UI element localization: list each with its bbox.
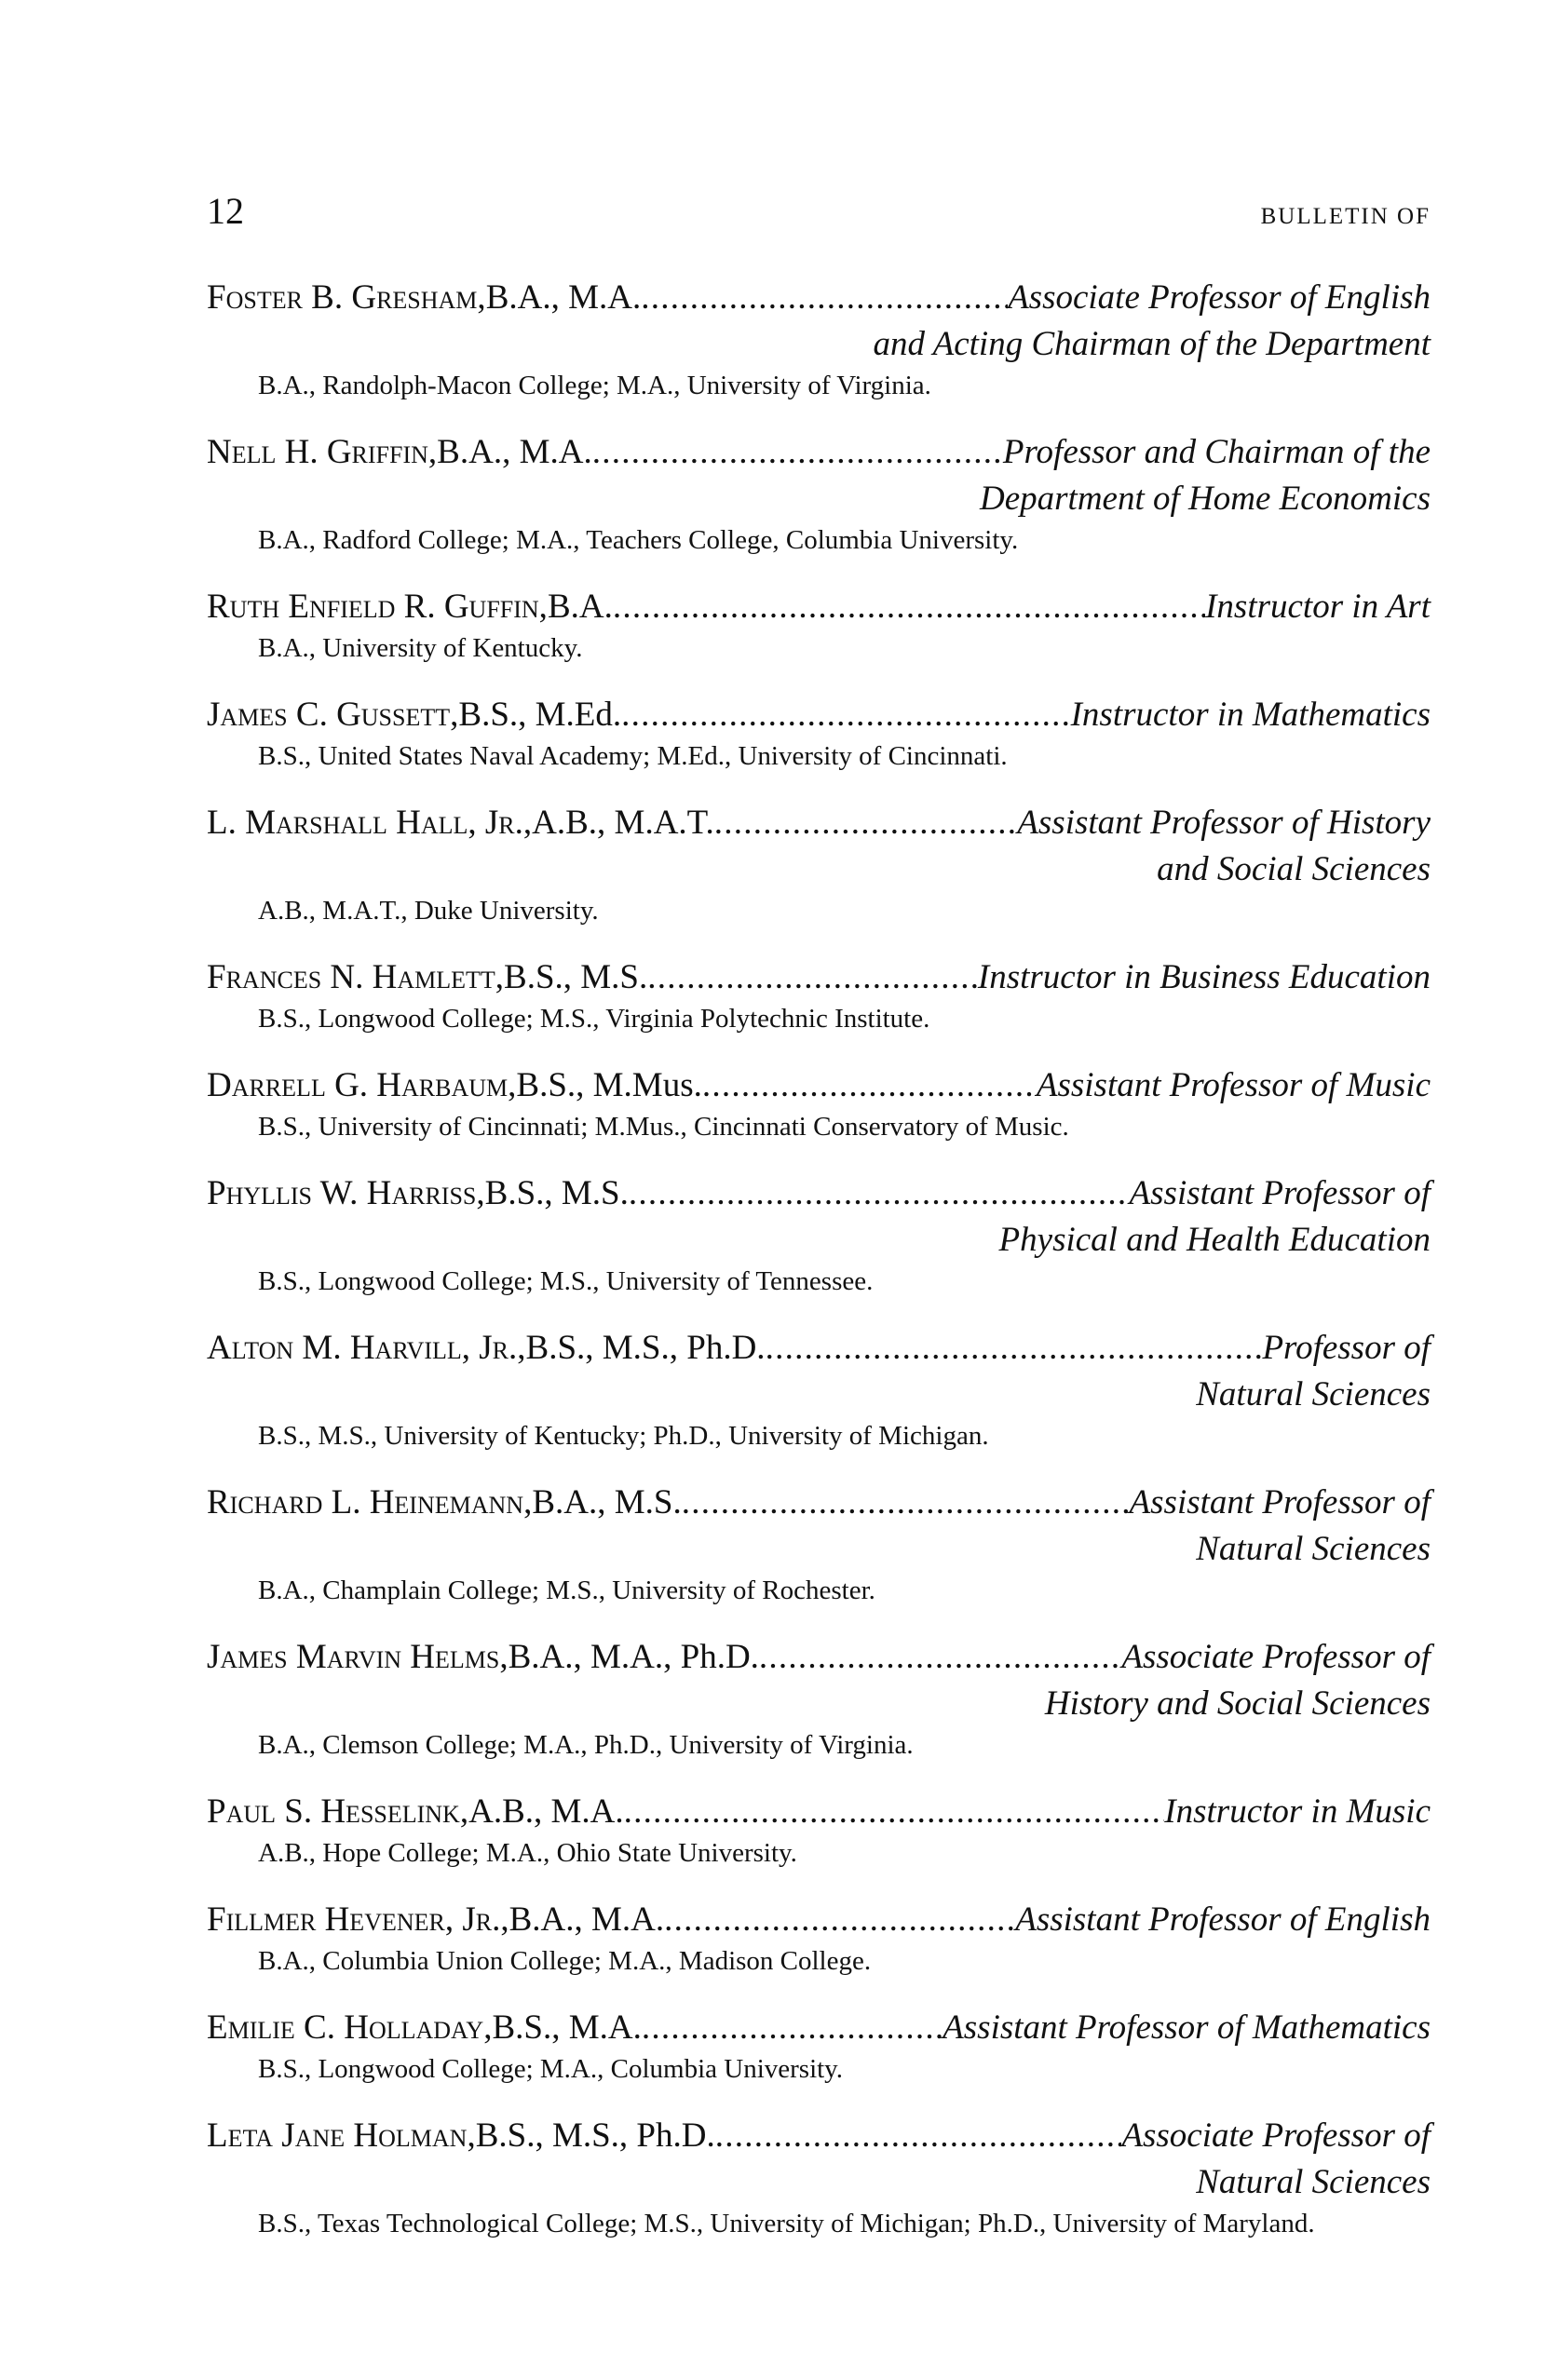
- faculty-title-continued: History and Social Sciences: [1044, 1684, 1431, 1723]
- page-header: [207, 189, 1431, 233]
- faculty-education: A.B., Hope College; M.A., Ohio State University.: [258, 1838, 797, 1868]
- faculty-degrees: B.S., M.A.: [492, 2008, 642, 2047]
- faculty-education: B.A., Champlain College; M.S., University of Rochester.: [258, 1575, 875, 1605]
- faculty-education: A.B., M.A.T., Duke University.: [258, 896, 599, 926]
- faculty-title-continued: Natural Sciences: [1196, 1530, 1431, 1568]
- faculty-name: Fillmer Hevener, Jr.,: [207, 1900, 509, 1939]
- dot-leader: [642, 2005, 943, 2051]
- dot-leader: [715, 2113, 1122, 2159]
- faculty-degrees: A.B., M.A.T.: [532, 804, 714, 842]
- faculty-title: Assistant Professor of Music: [1036, 1066, 1431, 1104]
- dot-leader: [759, 1634, 1121, 1681]
- faculty-name: Emilie C. Holladay,: [207, 2008, 493, 2047]
- dot-leader: [641, 275, 1008, 321]
- faculty-name: L. Marshall Hall, Jr.,: [207, 804, 533, 842]
- dot-leader: [624, 1789, 1165, 1835]
- faculty-education: B.A., Columbia Union College; M.A., Madison College.: [258, 1946, 872, 1976]
- faculty-entry: [207, 2005, 1431, 2087]
- faculty-education: B.A., University of Kentucky.: [258, 633, 583, 663]
- dot-leader: [629, 1170, 1130, 1217]
- faculty-name: Ruth Enfield R. Guffin,: [207, 588, 548, 626]
- dot-leader: [647, 954, 978, 1001]
- faculty-title: Assistant Professor of Mathematics: [943, 2008, 1431, 2047]
- faculty-name: Darrell G. Harbaum,: [207, 1066, 517, 1104]
- faculty-name: Alton M. Harvill, Jr.,: [207, 1329, 526, 1367]
- faculty-title-continued: and Social Sciences: [1157, 850, 1431, 888]
- faculty-degrees: B.S., M.S., Ph.D.: [525, 1329, 766, 1367]
- faculty-name: Phyllis W. Harriss,: [207, 1174, 485, 1212]
- faculty-name: Nell H. Griffin,: [207, 433, 438, 471]
- faculty-degrees: B.S., M.S.: [484, 1174, 629, 1212]
- faculty-education: B.S., Longwood College; M.S., University of Tennessee.: [258, 1266, 874, 1296]
- faculty-title: Instructor in Music: [1164, 1792, 1431, 1831]
- faculty-title: Assistant Professor of History: [1017, 804, 1431, 842]
- faculty-entry: [207, 429, 1431, 558]
- faculty-title: Associate Professor of: [1121, 1638, 1431, 1676]
- faculty-degrees: B.A., M.A.: [509, 1900, 665, 1939]
- running-head: BULLETIN OF: [1260, 204, 1431, 229]
- faculty-degrees: B.S., M.S., Ph.D.: [475, 2116, 715, 2155]
- faculty-education: B.S., University of Cincinnati; M.Mus., Cincinnati Conservatory of Music.: [258, 1112, 1069, 1142]
- entry-heading: [207, 1634, 1431, 1681]
- faculty-education: B.A., Clemson College; M.A., Ph.D., University of Virginia.: [258, 1730, 914, 1760]
- faculty-degrees: A.B., M.A.: [468, 1792, 624, 1831]
- faculty-name: Richard L. Heinemann,: [207, 1483, 533, 1521]
- faculty-education: B.S., United States Naval Academy; M.Ed., University of Cincinnati.: [258, 741, 1008, 771]
- dot-leader: [682, 1480, 1130, 1526]
- faculty-name: James C. Gussett,: [207, 696, 459, 734]
- faculty-title: Instructor in Mathematics: [1070, 696, 1431, 734]
- faculty-title: Professor and Chairman of the: [1002, 433, 1431, 471]
- entry-heading: [207, 692, 1431, 738]
- faculty-entry: [207, 275, 1431, 403]
- faculty-degrees: B.S., M.Mus.: [516, 1066, 702, 1104]
- entry-heading: [207, 584, 1431, 630]
- entry-heading: [207, 429, 1431, 476]
- faculty-degrees: B.S., M.S.: [504, 958, 648, 996]
- dot-leader: [621, 692, 1070, 738]
- faculty-name: Frances N. Hamlett,: [207, 958, 505, 996]
- faculty-title: Associate Professor of: [1121, 2116, 1431, 2155]
- dot-leader: [766, 1325, 1263, 1372]
- faculty-title: Instructor in Art: [1205, 588, 1431, 626]
- faculty-name: Leta Jane Holman,: [207, 2116, 476, 2155]
- faculty-title: Assistant Professor of English: [1015, 1900, 1431, 1939]
- dot-leader: [592, 429, 1003, 476]
- faculty-title-continued: Physical and Health Education: [998, 1221, 1431, 1259]
- faculty-name: Paul S. Hesselink,: [207, 1792, 469, 1831]
- faculty-title: Associate Professor of English: [1008, 278, 1431, 317]
- faculty-entry: [207, 1634, 1431, 1763]
- faculty-name: Foster B. Gresham,: [207, 278, 486, 317]
- faculty-education: B.S., Longwood College; M.A., Columbia University.: [258, 2054, 844, 2084]
- faculty-education: B.A., Radford College; M.A., Teachers College, Columbia University.: [258, 525, 1019, 555]
- faculty-entry: [207, 800, 1431, 928]
- faculty-degrees: B.A., M.S.: [532, 1483, 682, 1521]
- faculty-title-continued: and Acting Chairman of the Department: [873, 325, 1431, 363]
- faculty-title: Professor of: [1262, 1329, 1431, 1367]
- entry-heading: [207, 954, 1431, 1001]
- faculty-degrees: B.S., M.Ed.: [458, 696, 622, 734]
- faculty-title-continued: Natural Sciences: [1196, 1375, 1431, 1413]
- faculty-entry: [207, 1789, 1431, 1871]
- faculty-education: B.A., Randolph-Macon College; M.A., University of Virginia.: [258, 371, 931, 400]
- faculty-entry: [207, 692, 1431, 774]
- faculty-entry: [207, 1325, 1431, 1454]
- entry-heading: [207, 1062, 1431, 1109]
- faculty-degrees: B.A., M.A.: [437, 433, 592, 471]
- entry-heading: [207, 1325, 1431, 1372]
- faculty-degrees: B.A., M.A., Ph.D.: [508, 1638, 759, 1676]
- entry-heading: [207, 1480, 1431, 1526]
- faculty-title: Assistant Professor of: [1129, 1483, 1431, 1521]
- faculty-list: [207, 275, 1431, 2267]
- faculty-degrees: B.A., M.A.: [485, 278, 642, 317]
- entry-heading: [207, 2005, 1431, 2051]
- faculty-education: B.S., M.S., University of Kentucky; Ph.D., University of Michigan.: [258, 1421, 989, 1451]
- faculty-entry: [207, 954, 1431, 1036]
- faculty-entry: [207, 2113, 1431, 2241]
- faculty-entry: [207, 584, 1431, 666]
- faculty-entry: [207, 1480, 1431, 1608]
- entry-heading: [207, 1789, 1431, 1835]
- faculty-education: B.S., Longwood College; M.S., Virginia Polytechnic Institute.: [258, 1004, 930, 1034]
- faculty-education: B.S., Texas Technological College; M.S., University of Michigan; Ph.D., University of Maryland.: [258, 2209, 1315, 2238]
- page-number: 12: [207, 190, 244, 232]
- entry-heading: [207, 2113, 1431, 2159]
- dot-leader: [613, 584, 1205, 630]
- faculty-name: James Marvin Helms,: [207, 1638, 509, 1676]
- faculty-entry: [207, 1897, 1431, 1979]
- faculty-title-continued: Department of Home Economics: [980, 480, 1431, 518]
- entry-heading: [207, 275, 1431, 321]
- faculty-title: Assistant Professor of: [1129, 1174, 1431, 1212]
- dot-leader: [702, 1062, 1037, 1109]
- faculty-degrees: B.A.: [547, 588, 613, 626]
- entry-heading: [207, 1170, 1431, 1217]
- dot-leader: [664, 1897, 1015, 1943]
- faculty-title: Instructor in Business Education: [977, 958, 1431, 996]
- faculty-entry: [207, 1170, 1431, 1299]
- dot-leader: [714, 800, 1018, 846]
- entry-heading: [207, 1897, 1431, 1943]
- faculty-entry: [207, 1062, 1431, 1144]
- faculty-title-continued: Natural Sciences: [1196, 2163, 1431, 2201]
- entry-heading: [207, 800, 1431, 846]
